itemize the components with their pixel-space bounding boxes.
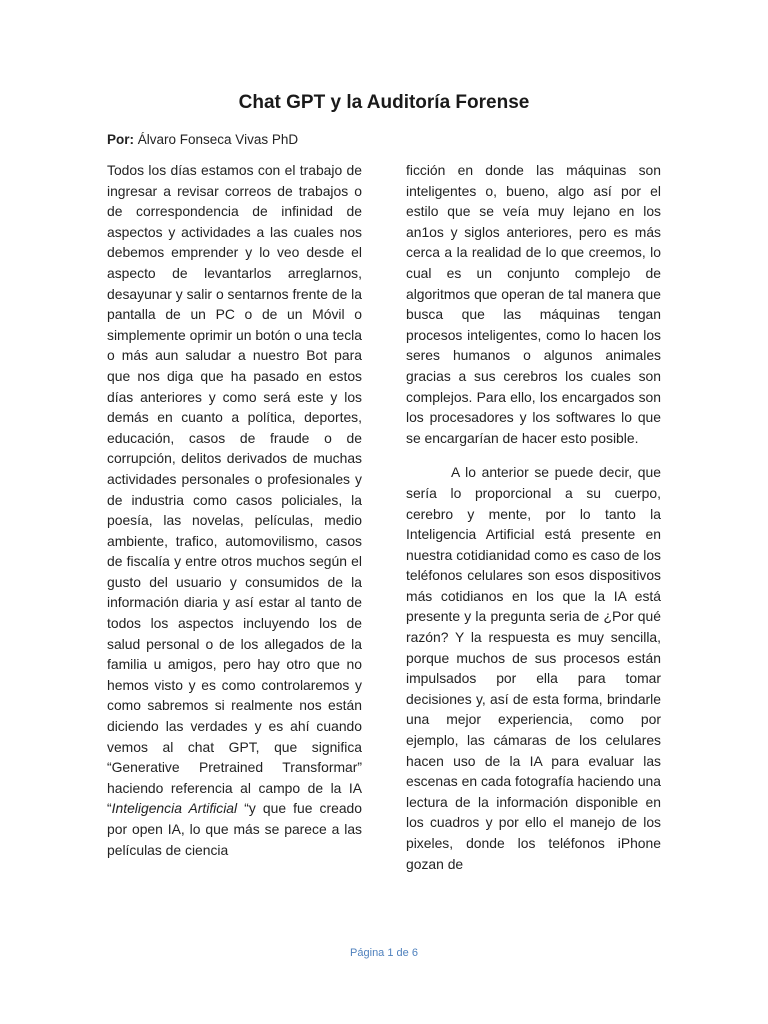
left-column bbox=[107, 160, 362, 860]
left-column-paragraph bbox=[107, 160, 362, 860]
right-paragraph-2: A lo anterior se puede decir, que sería lo proporcional a su cuerpo, cerebro y mente, por lo tanto la Inteligencia Artificial está presente en nuestra cotidianidad como es caso de los teléfonos celulares son esos dispositivos más cotidianos en los que la IA está presente y la pregunta seria de ¿Por qué razón? Y la respuesta es muy sencilla, porque muchos de sus procesos están impulsados por ella para tomar decisiones y, así de esta forma, brindarle una mejor experiencia, como por ejemplo, las cámaras de los celulares hacen uso de la IA para evaluar las escenas en cada fotografía haciendo una lectura de la información disponible en los cuadros y por ello el manejo de los pixeles, donde los teléfonos iPhone gozan de bbox=[406, 464, 661, 872]
left-text-a: Todos los días estamos con el trabajo de ingresar a revisar correos de trabajos o de correspondencia de infinidad de aspectos y actividades a las cuales nos debemos emprender y lo veo desde el aspecto de levantarlos arreglarnos, desayunar y salir o sentarnos frente de la pantalla de un PC o de un Móvil o simplemente oprimir un botón o una tecla o más aun saludar a nuestro Bot para que nos diga que ha pasado en estos días anteriores y como será este y los demás en cuanto a política, deportes, educación, casos de fraude o de corrupción, delitos derivados de muchas actividades personales o profesionales y de industria como casos policiales, la poesía, las novelas, películas, medio ambiente, trafico, automovilismo, casos de fiscalía y entre otros muchos según el gusto del usuario y consumidos de la información diaria y así estar al tanto de todos los aspectos incluyendo los de salud personal o de los allegados de la familia u amigos, pero hay otro que no hemos visto y es como controlaremos y como sabremos si realmente nos están diciendo las verdades y es ahí cuando vemos al chat GPT, que significa “Generative Pretrained Transformar” haciendo referencia al campo de la IA “ bbox=[107, 162, 362, 817]
byline bbox=[107, 132, 298, 147]
right-paragraph-1: ficción en donde las máquinas son inteligentes o, bueno, algo así por el estilo que se veía muy lejano en los an1os y siglos anteriores, pero es más cerca a la realidad de lo que creemos, lo cual es un conjunto complejo de algoritmos que operan de tal manera que busca que las máquinas tengan procesos inteligentes, como lo hacen los seres humanos o algunos animales gracias a sus cerebros los cuales son complejos. Para ello, los encargados son los procesadores y los softwares lo que se encargarían de hacer esto posible. bbox=[406, 162, 661, 446]
left-text-emphasis: Inteligencia Artificial bbox=[111, 800, 238, 817]
right-column bbox=[406, 160, 661, 874]
left-text-b: “y que fue creado por open IA, lo que más se parece a las películas de ciencia bbox=[107, 800, 363, 858]
byline-author: Álvaro Fonseca Vivas PhD bbox=[137, 132, 299, 147]
document-title: Chat GPT y la Auditoría Forense bbox=[238, 92, 530, 113]
byline-label: Por: bbox=[107, 132, 134, 147]
page-footer: Página 1 de 6 bbox=[350, 947, 418, 959]
